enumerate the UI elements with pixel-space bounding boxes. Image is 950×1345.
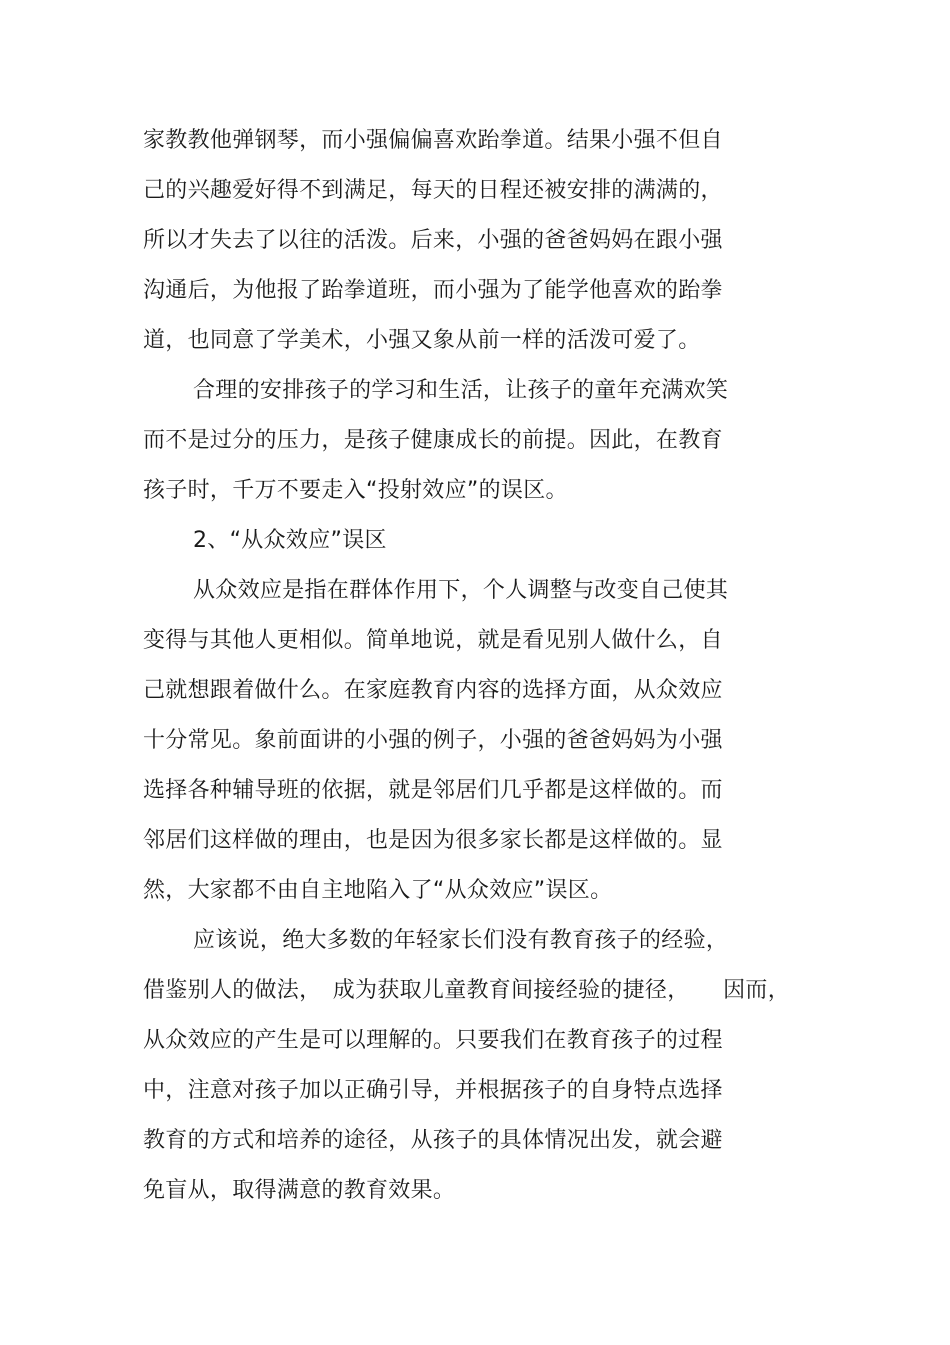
text-line: 沟通后，为他报了跆拳道班，而小强为了能学他喜欢的跆拳: [143, 278, 723, 303]
text-line: 变得与其他人更相似。简单地说，就是看见别人做什么，自: [143, 628, 723, 653]
text-line: 所以才失去了以往的活泼。后来，小强的爸爸妈妈在跟小强: [143, 228, 723, 253]
text-line: 而不是过分的压力，是孩子健康成长的前提。因此，在教育: [143, 428, 723, 453]
section-heading: 2、“从众效应”误区: [193, 528, 387, 553]
text-line: 免盲从，取得满意的教育效果。: [143, 1178, 456, 1203]
text-line: 道，也同意了学美术，小强又象从前一样的活泼可爱了。: [143, 328, 701, 353]
text-line: 借鉴别人的做法， 成为获取儿童教育间接经验的捷径， 因而，: [143, 978, 791, 1003]
text-line: 孩子时，千万不要走入“投射效应”的误区。: [143, 478, 568, 503]
paragraph-start-line: 合理的安排孩子的学习和生活，让孩子的童年充满欢笑: [193, 378, 729, 403]
paragraph-start-line: 从众效应是指在群体作用下，个人调整与改变自己使其: [193, 578, 729, 603]
paragraph-start-line: 应该说，绝大多数的年轻家长们没有教育孩子的经验，: [193, 928, 729, 953]
text-line: 然，大家都不由自主地陷入了“从众效应”误区。: [143, 878, 613, 903]
text-line: 选择各种辅导班的依据，就是邻居们几乎都是这样做的。而: [143, 778, 723, 803]
text-line: 从众效应的产生是可以理解的。只要我们在教育孩子的过程: [143, 1028, 723, 1053]
text-line: 己就想跟着做什么。在家庭教育内容的选择方面，从众效应: [143, 678, 723, 703]
text-line: 家教教他弹钢琴，而小强偏偏喜欢跆拳道。结果小强不但自: [143, 128, 723, 153]
text-line: 邻居们这样做的理由，也是因为很多家长都是这样做的。显: [143, 828, 723, 853]
text-line: 教育的方式和培养的途径，从孩子的具体情况出发，就会避: [143, 1128, 723, 1153]
text-line: 己的兴趣爱好得不到满足，每天的日程还被安排的满满的，: [143, 178, 723, 203]
text-line: 中，注意对孩子加以正确引导，并根据孩子的自身特点选择: [143, 1078, 723, 1103]
text-line: 十分常见。象前面讲的小强的例子，小强的爸爸妈妈为小强: [143, 728, 723, 753]
